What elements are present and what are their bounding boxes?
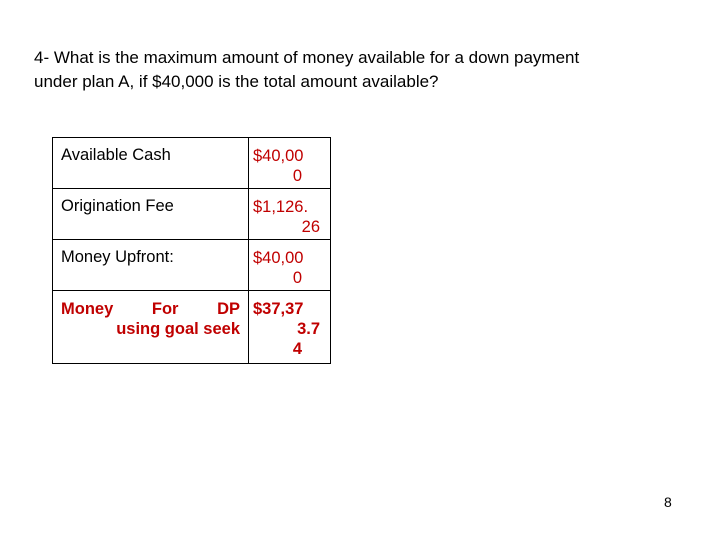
table-row [53, 240, 331, 291]
label-word: For [151, 300, 179, 318]
value-line: 4 [292, 340, 302, 358]
value-line: 0 [292, 269, 302, 287]
cash-table [52, 137, 331, 364]
value-line: 3.7 [297, 320, 320, 338]
origination-fee-value [249, 189, 331, 240]
question-line-1: 4- What is the maximum amount of money available for a down payment [34, 48, 580, 67]
value-line: $40,00 [253, 249, 304, 267]
value-line: $37,37 [253, 300, 304, 318]
money-for-dp-label-line-1 [61, 299, 240, 319]
table-row [53, 291, 331, 364]
question-line-2: under plan A, if $40,000 is the total amount available? [34, 72, 439, 91]
available-cash-label: Available Cash [53, 138, 249, 189]
value-line: 26 [301, 218, 320, 236]
label-word: DP [217, 300, 240, 318]
table-row [53, 189, 331, 240]
money-for-dp-label-line-2: using goal seek [116, 320, 240, 338]
money-upfront-label: Money Upfront: [53, 240, 249, 291]
value-line: 0 [292, 167, 302, 185]
origination-fee-label: Origination Fee [53, 189, 249, 240]
available-cash-value [249, 138, 331, 189]
money-upfront-value [249, 240, 331, 291]
value-line: $40,00 [253, 147, 304, 165]
label-word: Money [61, 300, 114, 318]
value-line: $1,126. [253, 198, 309, 216]
question-text [34, 46, 674, 94]
table-row [53, 138, 331, 189]
money-for-dp-label [53, 291, 249, 364]
money-for-dp-value [249, 291, 331, 364]
page-number: 8 [664, 494, 672, 510]
